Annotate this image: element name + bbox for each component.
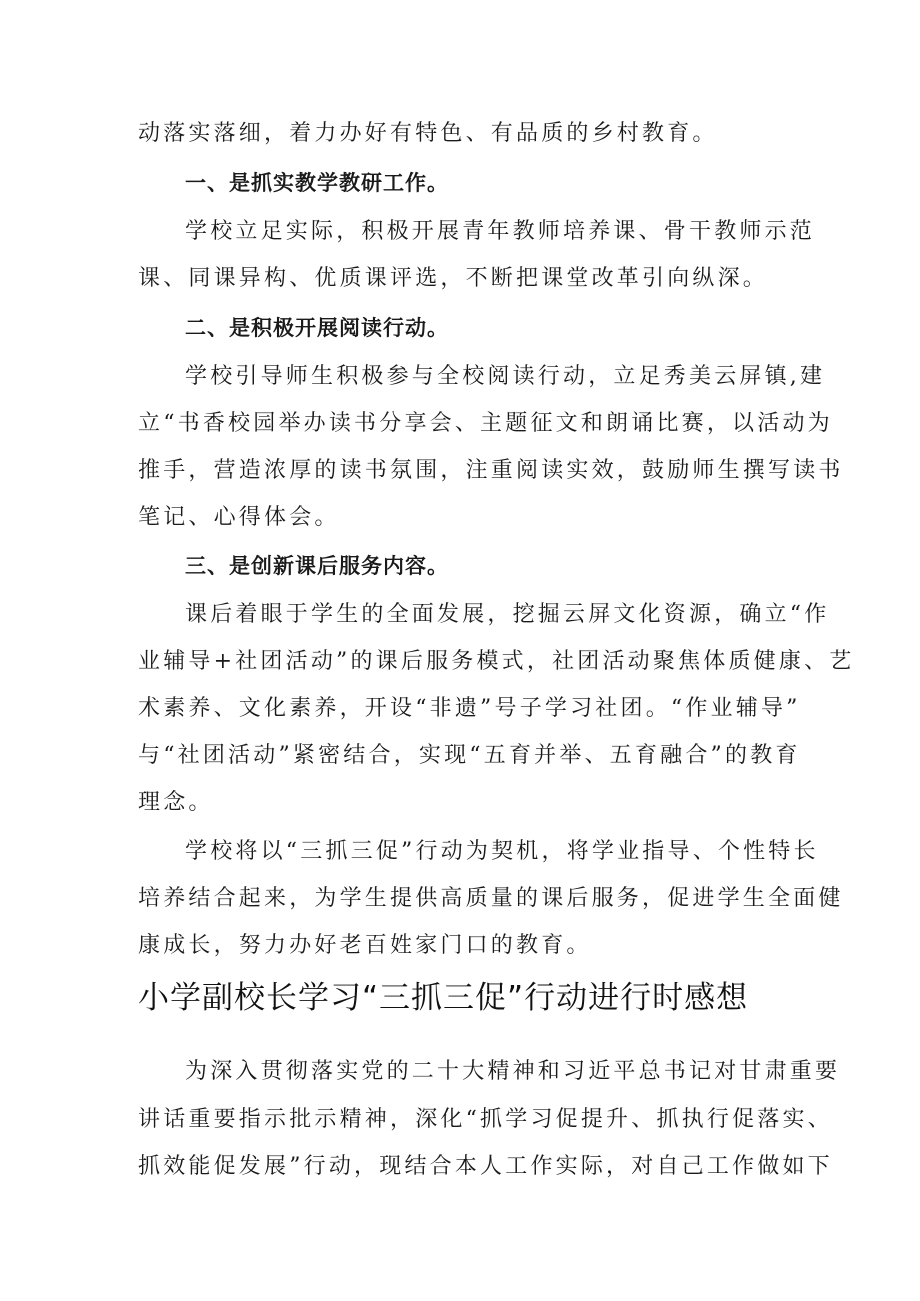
paragraph-line: 推手，营造浓厚的读书氛围，注重阅读实效，鼓励师生撰写读书: [138, 458, 844, 483]
paragraph-line: 课后着眼于学生的全面发展，挖掘云屏文化资源，确立“作: [185, 602, 830, 627]
section-heading-3: 三、是创新课后服务内容。: [185, 554, 449, 578]
paragraph-line: 学校将以“三抓三促”行动为契机，将学业指导、个性特长: [185, 839, 819, 864]
paragraph-line: 术素养、文化素养，开设“非遗”号子学习社团。“作业辅导”: [138, 696, 801, 721]
paragraph-line: 笔记、心得体会。: [138, 505, 340, 530]
paragraph-line: 培养结合起来，为学生提供高质量的课后服务，促进学生全面健: [138, 886, 844, 911]
paragraph-line: 与“社团活动”紧密结合，实现“五育并举、五育融合”的教育: [138, 743, 801, 768]
paragraph-line: 学校立足实际，积极开展青年教师培养课、骨干教师示范: [185, 219, 816, 244]
section-heading-2: 二、是积极开展阅读行动。: [185, 316, 449, 340]
article-title: 小学副校长学习“三抓三促”行动进行时感想: [138, 980, 749, 1016]
paragraph-line: 康成长，努力办好老百姓家门口的教育。: [138, 933, 592, 958]
paragraph-line: 讲话重要指示批示精神，深化“抓学习促提升、抓执行促落实、: [138, 1107, 833, 1132]
paragraph-line: 抓效能促发展”行动，现结合本人工作实际，对自己工作做如下: [138, 1154, 833, 1179]
paragraph-line: 业辅导+社团活动”的课后服务模式，社团活动聚焦体质健康、艺: [138, 649, 855, 674]
paragraph-line: 立“书香校园举办读书分享会、主题征文和朗诵比赛，以活动为: [138, 411, 833, 436]
paragraph-line: 课、同课异构、优质课评选，不断把课堂改革引向纵深。: [138, 266, 769, 291]
section-heading-1: 一、是抓实教学教研工作。: [185, 171, 449, 195]
paragraph-line: 理念。: [138, 790, 214, 815]
paragraph-line: 学校引导师生积极参与全校阅读行动，立足秀美云屏镇,建: [185, 364, 826, 389]
paragraph-line: 动落实落细，着力办好有特色、有品质的乡村教育。: [138, 121, 718, 146]
paragraph-line: 为深入贯彻落实党的二十大精神和习近平总书记对甘肃重要: [185, 1059, 841, 1084]
